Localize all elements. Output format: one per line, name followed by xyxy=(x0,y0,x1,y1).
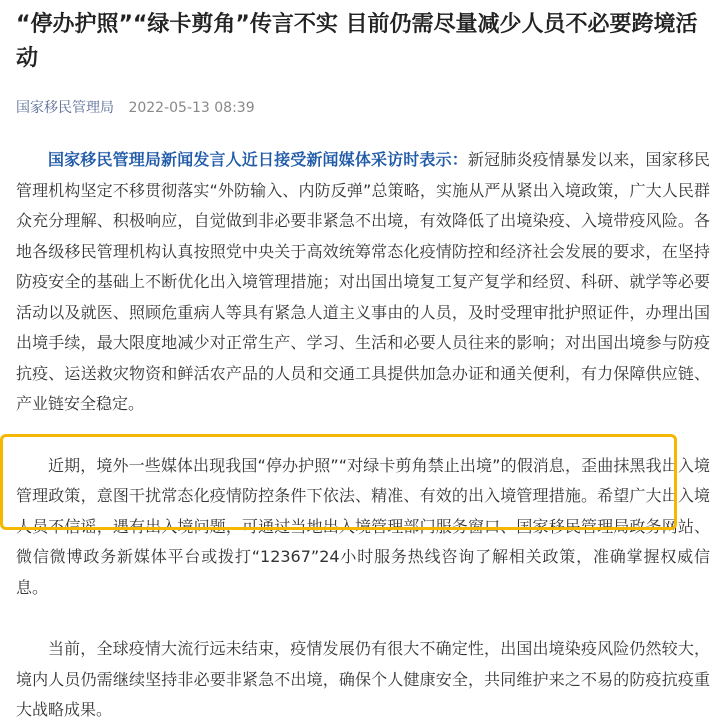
article xyxy=(16,8,710,726)
publish-date: 2022-05-13 08:39 xyxy=(128,100,255,116)
source-link[interactable]: 国家移民管理局 xyxy=(16,100,114,116)
article-meta xyxy=(16,98,710,118)
paragraph-3 xyxy=(16,634,710,726)
paragraph-1 xyxy=(16,145,710,420)
paragraph-2 xyxy=(16,451,710,604)
paragraph-lead: 国家移民管理局新闻发言人近日接受新闻媒体采访时表示： xyxy=(48,150,468,169)
article-title: “停办护照”“绿卡剪角”传言不实 目前仍需尽量减少人员不必要跨境活动 xyxy=(16,12,698,71)
paragraph-text: 当前，全球疫情大流行远未结束，疫情发展仍有很大不确定性，出国出境染疫风险仍然较大，境内人员仍需继续坚持非必要非紧急不出境，确保个人健康安全，共同维护来之不易的防疫抗疫重大战略成果。 xyxy=(16,639,710,719)
article-body xyxy=(16,145,710,726)
paragraph-text: 近期，境外一些媒体出现我国“停办护照”“对绿卡剪角禁止出境”的假消息，歪曲抹黑我出入境管理政策，意图干扰常态化疫情防控条件下依法、精准、有效的出入境管理措施。希望广大出入境人员不信谣，遇有出入境问题，可通过当地出入境管理部门服务窗口、国家移民管理局政务网站、微信微博政务新媒体平台或拨打“12367”24小时服务热线咨询了解相关政策，准确掌握权威信息。 xyxy=(16,455,710,597)
paragraph-text: 新冠肺炎疫情暴发以来，国家移民管理机构坚定不移贯彻落实“外防输入、内防反弹”总策略，实施从严从紧出入境政策，广大人民群众充分理解、积极响应，自觉做到非必要非紧急不出境，有效降低了出境染疫、入境带疫风险。各地各级移民管理机构认真按照党中央关于高效统筹常态化疫情防控和经济社会发展的要求，在坚持防疫安全的基础上不断优化出入境管理措施；对出国出境复工复产复学和经贸、科研、就学等必要活动以及就医、照顾危重病人等具有紧急人道主义事由的人员，及时受理审批护照证件，办理出国出境手续，最大限度地减少对正常生产、学习、生活和必要人员往来的影响；对出国出境参与防疫抗疫、运送救灾物资和鲜活农产品的人员和交通工具提供加急办证和通关便利，有力保障供应链、产业链安全稳定。 xyxy=(16,150,710,413)
